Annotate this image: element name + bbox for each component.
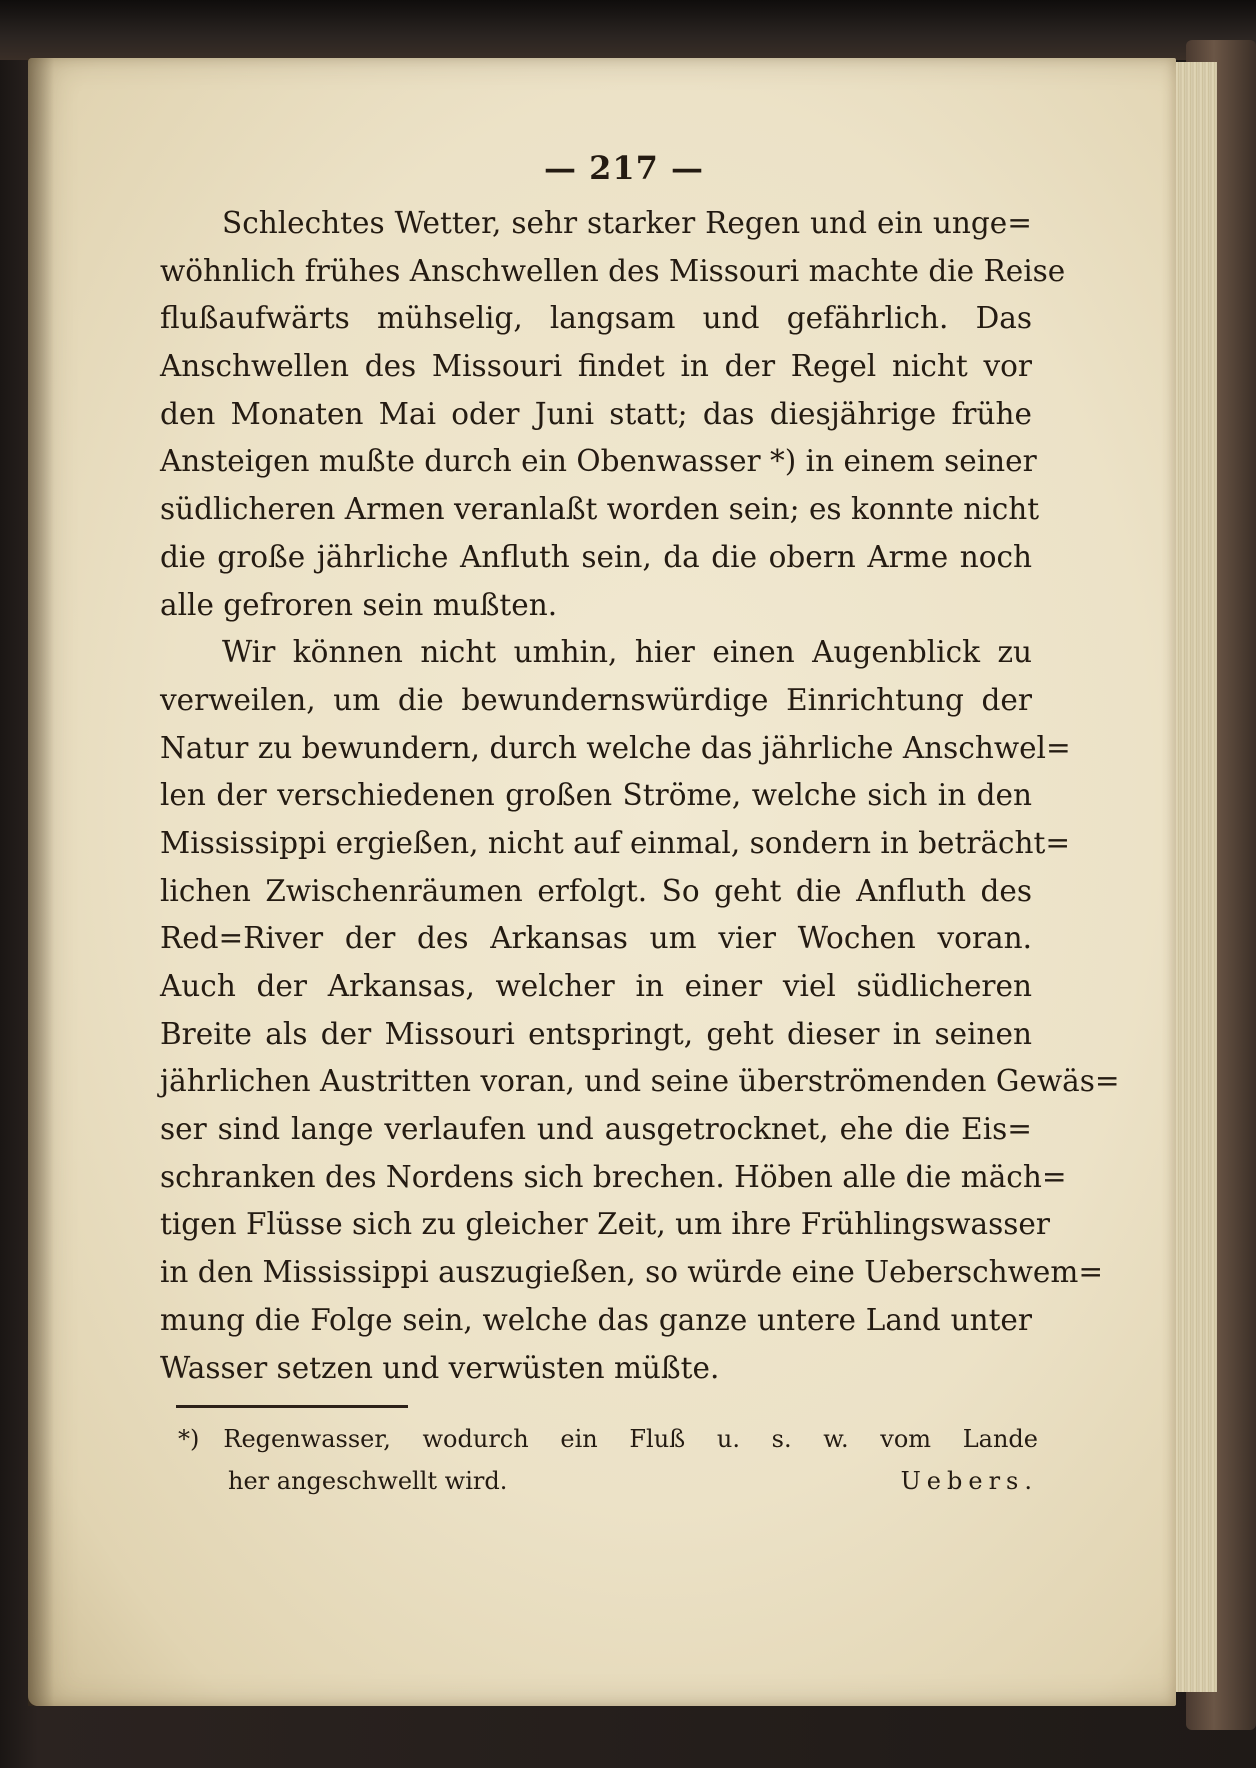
page-stack-edges [1172, 62, 1217, 1692]
text-line: die große jährliche Anfluth sein, da die obern Arme noch [160, 539, 1032, 574]
footnote-divider [176, 1405, 408, 1408]
footnote-attribution: Uebers. [900, 1467, 1038, 1495]
text-line: ser sind lange verlaufen und ausgetrocknet, ehe die Eis= [160, 1112, 1032, 1147]
text-line: jährlichen Austritten voran, und seine überströmenden Gewäs= [160, 1064, 1120, 1099]
text-line: alle gefroren sein mußten. [160, 587, 558, 622]
footnote-text: Regenwasser, wodurch ein Fluß u. s. w. vom Lande [223, 1425, 1038, 1453]
page-number: — 217 — [543, 149, 705, 187]
text-line: schranken des Nordens sich brechen. Höben alle die mäch= [160, 1159, 1067, 1194]
text-line: südlicheren Armen veranlaßt worden sein; es konnte nicht [160, 492, 1040, 527]
text-line: flußaufwärts mühselig, langsam und gefährlich. Das [160, 301, 1032, 336]
text-line: wöhnlich frühes Anschwellen des Missouri machte die Reise [160, 253, 1066, 288]
text-line: len der verschiedenen großen Ströme, welche sich in den [160, 778, 1032, 813]
text-line: verweilen, um die bewundernswürdige Einrichtung der [160, 682, 1032, 717]
paragraph-2 [160, 629, 1120, 1392]
text-line: Mississippi ergießen, nicht auf einmal, sondern in beträcht= [160, 825, 1071, 860]
text-line: lichen Zwischenräumen erfolgt. So geht die Anfluth des [160, 873, 1032, 908]
footnote-line [178, 1418, 1038, 1460]
text-line: Wir können nicht umhin, hier einen Augenblick zu [222, 635, 1032, 670]
text-line: mung die Folge sein, welche das ganze untere Land unter [160, 1302, 1032, 1337]
page-text [160, 146, 1120, 1392]
gutter-shadow [28, 58, 54, 1706]
text-line: den Monaten Mai oder Juni statt; das diesjährige frühe [160, 396, 1032, 431]
text-line: Wasser setzen und verwüsten müßte. [160, 1350, 720, 1385]
footnote-text: her angeschwellt wird. [228, 1467, 508, 1495]
text-line: Breite als der Missouri entspringt, geht dieser in seinen [160, 1016, 1032, 1051]
text-line: Schlechtes Wetter, sehr starker Regen und ein unge= [222, 206, 1032, 240]
text-line: in den Mississippi auszugießen, so würde eine Ueberschwem= [160, 1255, 1104, 1290]
footnote-marker: *) [178, 1425, 200, 1453]
paragraph-1 [160, 200, 1066, 629]
text-line: Natur zu bewundern, durch welche das jährliche Anschwel= [160, 730, 1071, 765]
text-line: Anschwellen des Missouri findet in der Regel nicht vor [160, 349, 1032, 384]
book-page [28, 58, 1176, 1706]
scanner-background [0, 0, 1256, 60]
text-line: Red=River der des Arkansas um vier Wochen voran. [160, 921, 1032, 956]
footnote [178, 1418, 1038, 1502]
text-line: Ansteigen mußte durch ein Obenwasser *) in einem seiner [160, 444, 1037, 479]
footnote-line [178, 1460, 1038, 1502]
text-line: tigen Flüsse sich zu gleicher Zeit, um ihre Frühlingswasser [160, 1207, 1050, 1242]
text-line: Auch der Arkansas, welcher in einer viel südlicheren [160, 969, 1032, 1003]
